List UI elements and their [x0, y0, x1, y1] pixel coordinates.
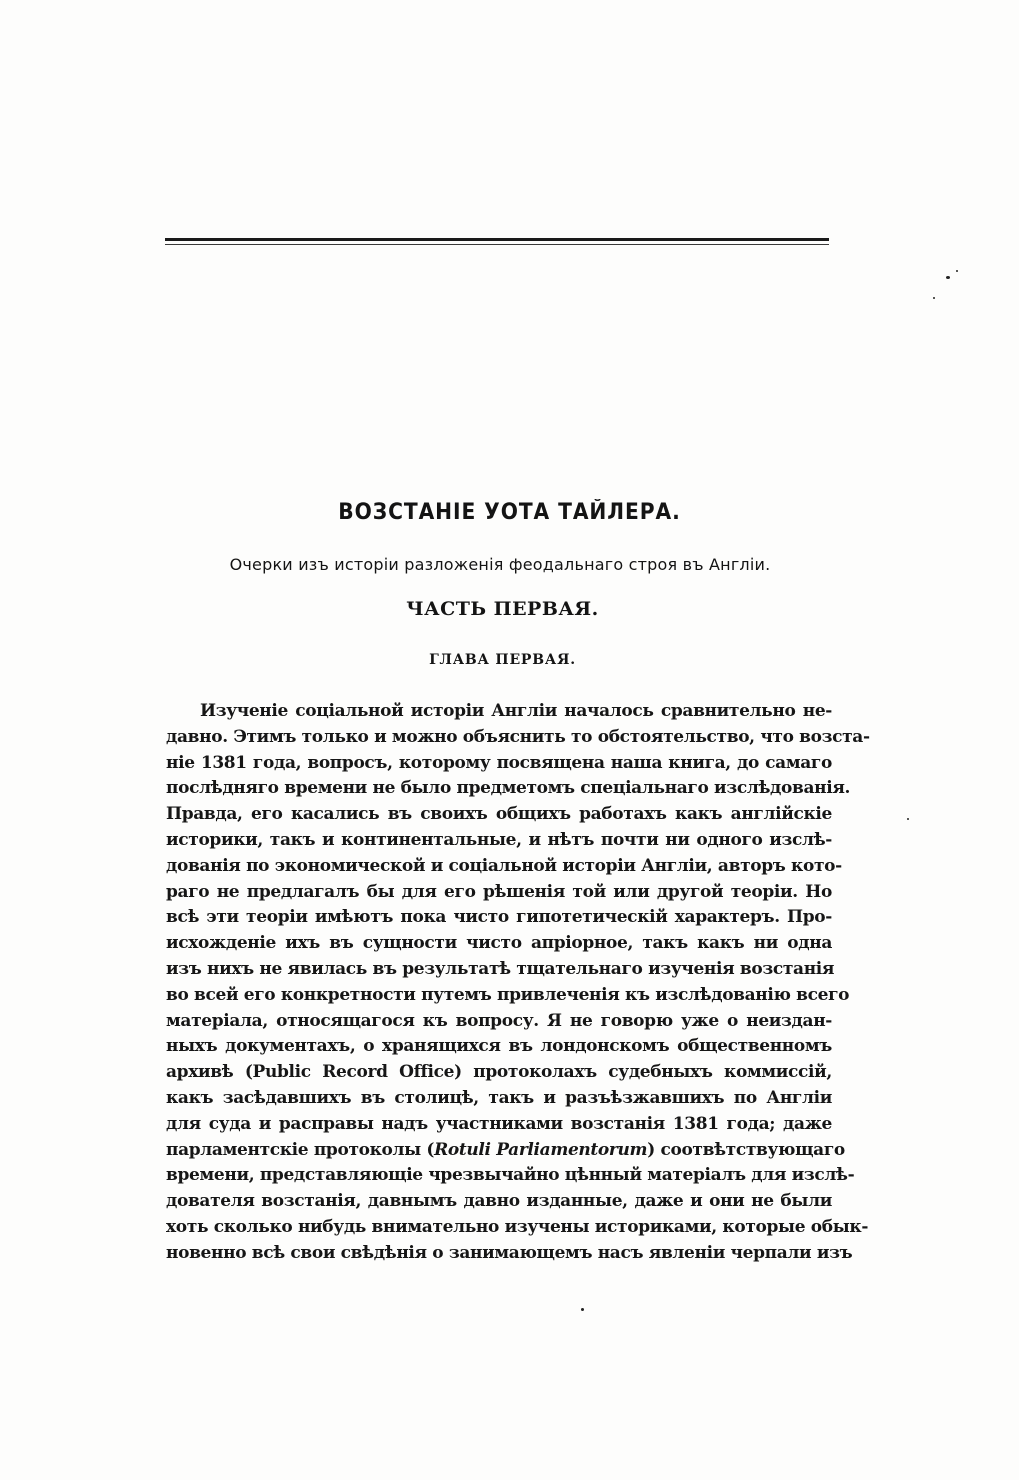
text-line: исхожденіе ихъ въ сущности чисто апріорное, такъ какъ ни одна: [166, 933, 832, 954]
text-line: парламентскіе протоколы (Rotuli Parliamentorum) соотвѣтствующаго: [166, 1139, 845, 1160]
header-rule-thick: [165, 238, 829, 241]
text-line: новенно всѣ свои свѣдѣнія о занимающемъ насъ явленіи черпали изъ: [166, 1242, 853, 1263]
text-line: архивѣ (Public Record Office) протоколахъ судебныхъ коммиссій,: [166, 1062, 832, 1083]
text-line: историки, такъ и континентальные, и нѣтъ почти ни одного изслѣ-: [166, 829, 832, 850]
text-line: Изученіе соціальной исторіи Англіи началось сравнительно не-: [200, 701, 832, 721]
text-line: послѣдняго времени не было предметомъ спеціальнаго изслѣдованія.: [166, 778, 851, 799]
header-rule-thin: [165, 244, 829, 245]
text-line: для суда и расправы надъ участниками возстанія 1381 года; даже: [166, 1113, 832, 1134]
scan-speck: [933, 297, 935, 299]
text-line: ныхъ документахъ, о хранящихся въ лондонскомъ общественномъ: [166, 1036, 832, 1057]
text-line: дователя возстанія, давнымъ давно изданные, даже и они не были: [166, 1191, 832, 1212]
text-line: ніе 1381 года, вопросъ, которому посвящена наша книга, до самаго: [166, 752, 832, 773]
text-line: давно. Этимъ только и можно объяснить то обстоятельство, что возста-: [166, 726, 870, 747]
scan-speck: [907, 818, 909, 820]
text-line: раго не предлагалъ бы для его рѣшенія той или другой теоріи. Но: [166, 881, 832, 902]
book-title: ВОЗСТАНІЕ УОТА ТАЙЛЕРА.: [338, 500, 681, 525]
text-line: Правда, его касались въ своихъ общихъ работахъ какъ англійскіе: [166, 804, 832, 825]
book-subtitle: Очерки изъ исторіи разложенія феодальнаго строя въ Англіи.: [229, 555, 771, 574]
text-line: времени, представляющіе чрезвычайно цѣнный матеріалъ для изслѣ-: [166, 1165, 855, 1186]
scan-speck: [956, 270, 958, 272]
latin-title: Rotuli Parliamentorum: [434, 1139, 648, 1160]
part-heading: ЧАСТЬ ПЕРВАЯ.: [406, 598, 599, 620]
chapter-heading: ГЛАВА ПЕРВАЯ.: [429, 652, 576, 668]
body-paragraph: [166, 699, 870, 1267]
text-line: хоть сколько нибудь внимательно изучены историками, которые обык-: [166, 1216, 869, 1237]
text-line: во всей его конкретности путемъ привлеченія къ изслѣдованію всего: [166, 984, 850, 1005]
text-line: изъ нихъ не явилась въ результатѣ тщательнаго изученія возстанія: [166, 958, 835, 979]
scan-speck: [946, 276, 950, 279]
text-line: всѣ эти теоріи имѣютъ пока чисто гипотетическій характеръ. Про-: [166, 907, 832, 928]
text-line: дованія по экономической и соціальной исторіи Англіи, авторъ кото-: [166, 855, 842, 876]
text-line: какъ засѣдавшихъ въ столицѣ, такъ и разъѣзжавшихъ по Англіи: [166, 1087, 832, 1108]
scan-speck: [581, 1308, 584, 1311]
text-line: матеріала, относящагося къ вопросу. Я не говорю уже о неиздан-: [166, 1010, 832, 1031]
